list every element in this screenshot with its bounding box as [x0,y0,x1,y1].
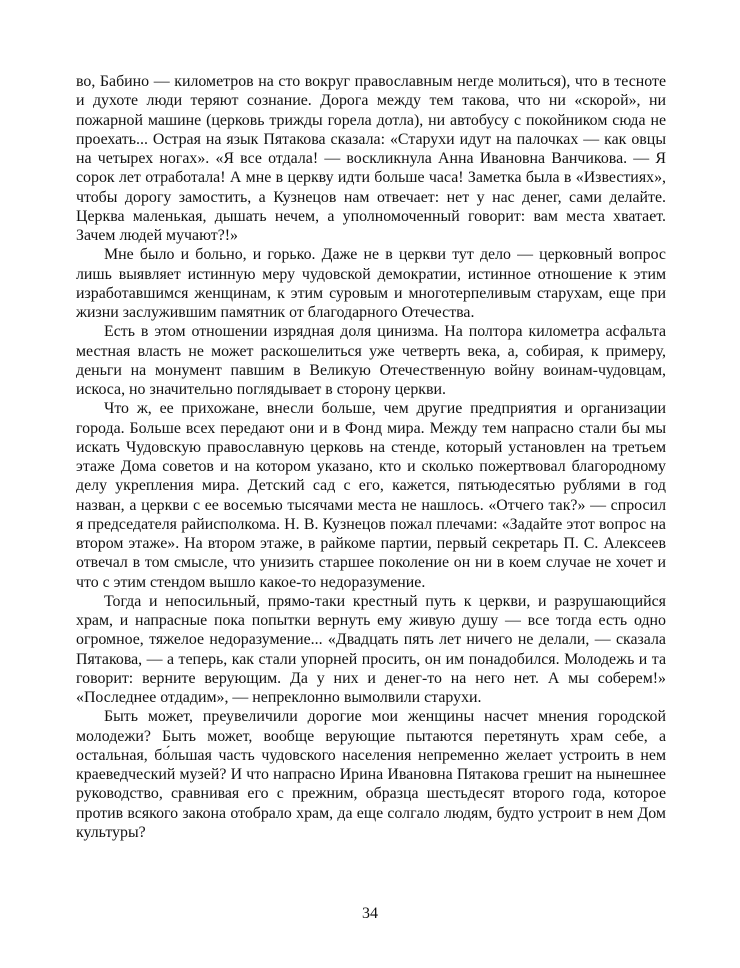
page-number: 34 [362,905,378,922]
paragraph-1: во, Бабино — километров на сто вокруг православным негде молиться), что в тесноте и духоте люди теряют сознание. Дорога между тем такова, что ни «скорой», ни пожарной машине (церковь трижды горела дотла), ни автобусу с покойником сюда не проехать... Острая на язык Пятакова сказала: «Старухи идут на палочках — как овцы на четырех ногах». «Я все отдала! — воскликнула Анна Ивановна Ванчикова. — Я сорок лет отработала! А мне в церкву идти больше часа! Заметка была в «Известиях», чтобы дорогу замостить, а Кузнецов нам отвечает: нет у нас денег, сами делайте. Церква маленькая, дышать нечем, а уполномоченный говорит: вам места хватает. Зачем людей мучают?!» [76,73,666,244]
paragraph-4: Что ж, ее прихожане, внесли больше, чем другие предприятия и организации города. Больше всех передают они и в Фонд мира. Между тем напрасно стали бы мы искать Чудовскую православную церковь на стенде, который установлен на третьем этаже Дома советов и на котором указано, кто и сколько пожертвовал благородному делу укрепления мира. Детский сад с его, кажется, пятьюдесятью рублями в год назван, а церкви с ее восемью тысячами места не нашлось. «Отчего так?» — спросил я председателя райисполкома. Н. В. Кузнецов пожал плечами: «Задайте этот вопрос на втором этаже». На втором этаже, в райкоме партии, первый секретарь П. С. Алексеев отвечал в том смысле, что унизить старшее поколение он ни в коем случае не хочет и что с этим стендом вышло какое-то недоразумение. [76,400,666,591]
paragraph-5: Тогда и непосильный, прямо-таки крестный путь к церкви, и разрушающийся храм, и напрасные пока попытки вернуть ему живую душу — все тогда есть одно огромное, тяжелое недоразумение... «Двадцать пять лет ничего не делали, — сказала Пятакова, — а теперь, как стали упорней просить, он им понадобился. Молодежь и та говорит: верните верующим. Да у них и денег-то на него нет. А мы соберем!» «Последнее отдадим», — непреклонно вымолвили старухи. [76,592,666,706]
paragraph-2: Мне было и больно, и горько. Даже не в церкви тут дело — церковный вопрос лишь выявляет истинную меру чудовской демократии, истинное отношение к этим изработавшимся женщинам, к этим суровым и многотерпеливым старухам, еще при жизни заслужившим памятник от благодарного Отечества. [76,246,666,321]
paragraph-6: Быть может, преувеличили дорогие мои женщины насчет мнения городской молодежи? Быть может, вообще верующие пытаются перетянуть храм себе, а остальная, бо́льшая часть чудовского населения непременно желает устроить в нем краеведческий музей? И что напрасно Ирина Ивановна Пятакова грешит на нынешнее руководство, сравнивая его с прежним, образца шестьдесят второго года, которое против всякого закона отобрало храм, да еще солгало людям, будто устроит в нем Дом культуры? [76,708,666,841]
body-text [76,72,666,842]
paragraph-3: Есть в этом отношении изрядная доля цинизма. На полтора километра асфальта местная власть не может раскошелиться уже четверть века, а, собирая, к примеру, деньги на монумент павшим в Великую Отечественную войну воинам-чудовцам, искоса, но значительно поглядывает в сторону церкви. [76,323,666,398]
